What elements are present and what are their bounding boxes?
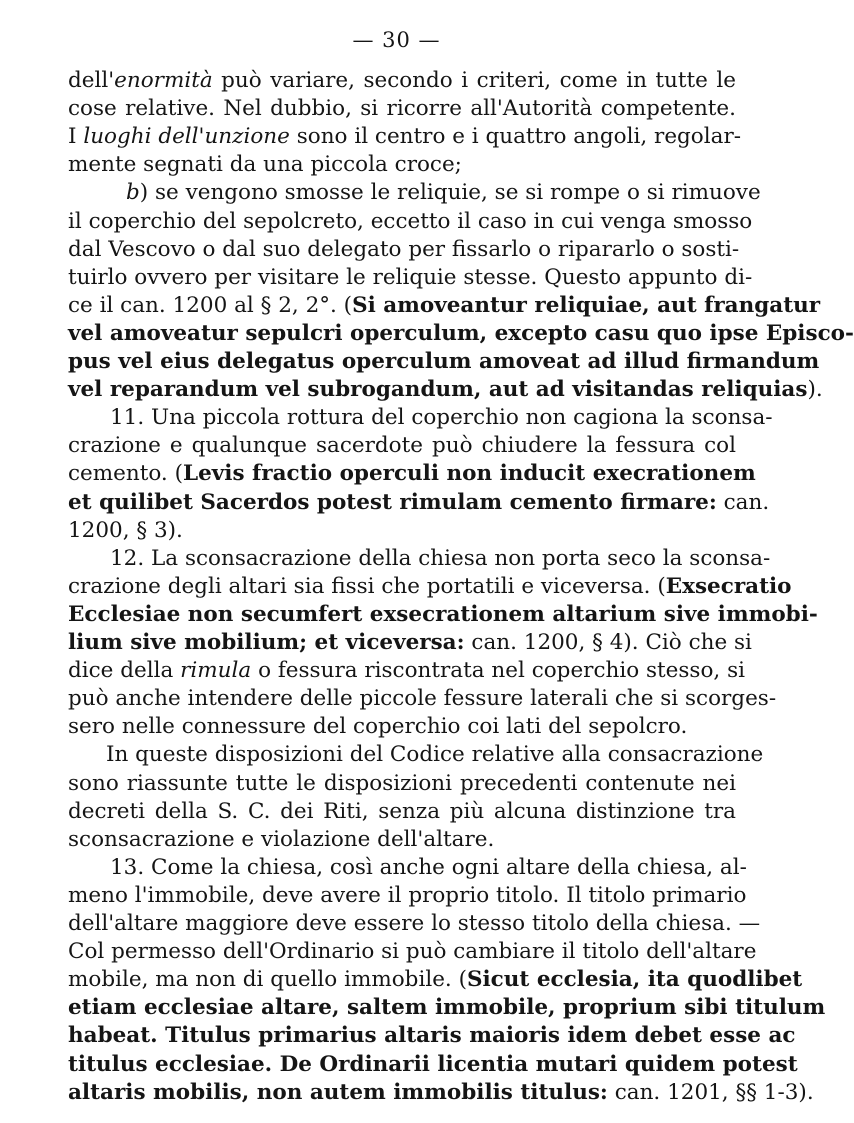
- text-span: 12. La sconsacrazione della chiesa non porta seco la sconsa-: [110, 545, 771, 571]
- text-span: cose relative. Nel dubbio, si ricorre all'Autorità competente.: [68, 96, 736, 122]
- latin-quote-text: Exsecratio: [665, 573, 792, 599]
- text-span: can. 1200, § 4). Ciò che si: [464, 630, 752, 655]
- text-line: [68, 235, 740, 265]
- text-span: Col permesso dell'Ordinario si può cambiare il titolo dell'altare: [68, 939, 757, 965]
- text-line: [110, 853, 747, 883]
- italic-text: b: [126, 180, 140, 206]
- text-line: [68, 94, 736, 124]
- text-line: [68, 263, 753, 293]
- text-span: può variare, secondo i criteri, come in tutte le: [212, 68, 736, 93]
- text-line: [68, 965, 803, 995]
- text-span: can.: [716, 489, 770, 515]
- text-line: [68, 516, 736, 546]
- text-span: In queste disposizioni del Codice relative alla consacrazione: [106, 742, 764, 768]
- text-line: [68, 150, 736, 180]
- text-span: dell': [68, 68, 115, 93]
- text-line: [68, 656, 745, 686]
- text-span: dell'altare maggiore deve essere lo stesso titolo della chiesa. —: [68, 911, 761, 936]
- text-span: cemento. (: [68, 461, 183, 487]
- italic-text: luoghi dell'unzione: [83, 124, 290, 150]
- italic-text: rimula: [180, 658, 252, 684]
- text-line: [68, 769, 736, 799]
- text-line: [68, 684, 777, 714]
- text-span: il coperchio del sepolcreto, eccetto il caso in cui venga smosso: [68, 208, 753, 234]
- text-line: [68, 993, 826, 1023]
- latin-quote-text: etiam ecclesiae altare, saltem immobile, proprium sibi titulum: [68, 995, 826, 1021]
- text-line: [68, 459, 756, 489]
- text-span: can. 1201, §§ 1-3).: [607, 1079, 814, 1105]
- text-line: [68, 1050, 798, 1080]
- text-span: decreti della S. C. dei Riti, senza più alcuna distinzione tra: [68, 798, 736, 824]
- text-span: può anche intendere delle piccole fessure laterali che si scorges-: [68, 686, 777, 712]
- text-line: [106, 740, 764, 770]
- text-line: [68, 1021, 796, 1051]
- text-span: dal Vescovo o dal suo delegato per fissarlo o ripararlo o sosti-: [68, 236, 740, 262]
- text-line: [110, 544, 771, 574]
- italic-text: enormità: [114, 68, 213, 93]
- text-span: mobile, ma non di quello immobile. (: [68, 967, 467, 993]
- text-span: o fessura riscontrata nel coperchio stesso, si: [251, 658, 745, 684]
- text-span: I: [68, 124, 84, 150]
- text-span: tuirlo ovvero per visitare le reliquie stesse. Questo appunto di-: [68, 264, 753, 290]
- latin-quote-text: habeat. Titulus primarius altaris maioris idem debet esse ac: [68, 1023, 796, 1049]
- latin-quote-text: titulus ecclesiae. De Ordinarii licentia mutari quidem potest: [68, 1051, 798, 1077]
- text-line: [68, 347, 820, 377]
- text-span: sconsacrazione e violazione dell'altare.: [68, 826, 495, 852]
- text-line: [126, 178, 761, 208]
- text-span: 11. Una piccola rottura del coperchio non cagiona la sconsa-: [110, 405, 773, 431]
- latin-quote-text: Levis fractio operculi non inducit execrationem: [183, 461, 756, 487]
- text-span: sono riassunte tutte le disposizioni precedenti contenute nei: [68, 770, 736, 796]
- text-line: [68, 825, 736, 855]
- text-span: ) se vengono smosse le reliquie, se si rompe o si rimuove: [139, 180, 761, 206]
- latin-quote-text: Si amoveantur reliquiae, aut frangatur: [352, 292, 821, 318]
- latin-quote-text: Sicut ecclesia, ita quodlibet: [466, 967, 803, 993]
- latin-quote-text: vel reparandum vel subrogandum, aut ad visitandas reliquias: [68, 377, 808, 403]
- text-line: [68, 122, 741, 152]
- text-line: [68, 712, 736, 742]
- text-span: ).: [807, 377, 823, 403]
- text-span: sono il centro e i quattro angoli, regolar-: [289, 124, 741, 150]
- latin-quote-text: vel amoveatur sepulcri operculum, excepto casu quo ipse Episco-: [68, 320, 854, 346]
- text-line: [68, 909, 761, 939]
- text-span: 13. Come la chiesa, così anche ogni altare della chiesa, al-: [110, 854, 747, 880]
- latin-quote-text: pus vel eius delegatus operculum amoveat ad illud firmandum: [68, 349, 820, 374]
- latin-quote-text: lium sive mobilium; et viceversa:: [68, 630, 465, 655]
- text-span: crazione degli altari sia fissi che portatili e viceversa. (: [68, 573, 666, 599]
- text-line: [68, 66, 736, 96]
- text-line: [110, 403, 773, 433]
- text-line: [68, 431, 736, 461]
- text-span: 1200, § 3).: [68, 517, 183, 543]
- text-span: mente segnati da una piccola croce;: [68, 152, 462, 178]
- text-line: [68, 291, 821, 321]
- text-span: ce il can. 1200 al § 2, 2°. (: [68, 292, 353, 318]
- text-line: [68, 797, 736, 827]
- text-span: sero nelle connessure del coperchio coi lati del sepolcro.: [68, 714, 688, 740]
- page-number-header: — 30 —: [352, 28, 441, 52]
- text-span: crazione e qualunque sacerdote può chiudere la fessura col: [68, 433, 736, 459]
- text-line: [68, 937, 757, 967]
- latin-quote-text: altaris mobilis, non autem immobilis titulus:: [68, 1079, 608, 1105]
- text-span: meno l'immobile, deve avere il proprio titolo. Il titolo primario: [68, 882, 747, 908]
- text-line: [68, 488, 770, 518]
- latin-quote-text: et quilibet Sacerdos potest rimulam cemento firmare:: [68, 489, 717, 515]
- text-line: [68, 572, 792, 602]
- text-line: [68, 628, 752, 658]
- text-line: [68, 881, 747, 911]
- text-line: [68, 319, 854, 349]
- text-line: [68, 207, 753, 237]
- text-span: dice della: [68, 658, 181, 684]
- latin-quote-text: Ecclesiae non secumfert exsecrationem altarium sive immobi-: [68, 601, 818, 627]
- text-line: [68, 600, 818, 630]
- text-line: [68, 1078, 814, 1108]
- text-line: [68, 375, 823, 405]
